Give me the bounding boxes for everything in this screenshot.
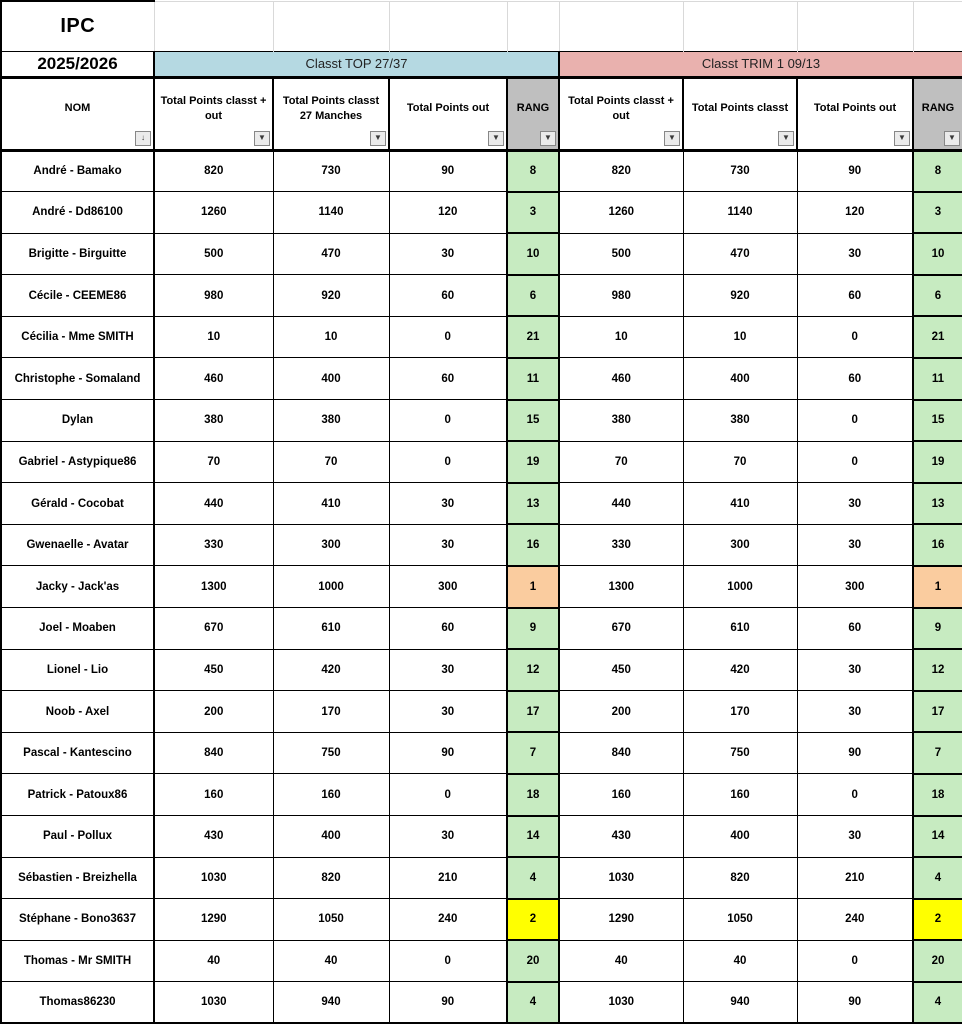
top-points-cell[interactable]: 380	[273, 400, 389, 442]
table-row	[1, 608, 962, 650]
trim-points-cell[interactable]: 1030	[559, 857, 683, 899]
top-rank-cell[interactable]: 4	[507, 857, 559, 899]
top-points-cell[interactable]: 940	[273, 982, 389, 1024]
top-points-cell[interactable]: 300	[273, 524, 389, 566]
trim-points-cell[interactable]: 920	[683, 275, 797, 317]
top-points-cell[interactable]: 0	[389, 316, 507, 358]
section-header-row	[1, 51, 962, 77]
trim-points-cell[interactable]: 940	[683, 982, 797, 1024]
top-points-cell[interactable]: 170	[273, 691, 389, 733]
top-points-cell[interactable]: 820	[154, 150, 273, 192]
top-points-cell[interactable]: 610	[273, 608, 389, 650]
table-row	[1, 940, 962, 982]
col-header-label: NOM	[64, 102, 91, 115]
table-row	[1, 774, 962, 816]
player-name-cell[interactable]: Gérald - Cocobat	[1, 483, 154, 525]
top-points-cell[interactable]: 160	[273, 774, 389, 816]
top-points-cell[interactable]: 40	[154, 940, 273, 982]
filter-dropdown-icon: ▼	[374, 132, 382, 142]
trim-rank-cell[interactable]: 13	[913, 483, 962, 525]
trim-rank-cell[interactable]: 7	[913, 732, 962, 774]
trim-points-cell[interactable]: 240	[797, 899, 913, 941]
top-points-cell[interactable]: 60	[389, 275, 507, 317]
filter-button[interactable]	[254, 131, 270, 146]
top-points-cell[interactable]: 330	[154, 524, 273, 566]
top-points-cell[interactable]: 820	[273, 857, 389, 899]
trim-points-cell[interactable]: 10	[683, 316, 797, 358]
table-row	[1, 192, 962, 234]
table-body	[1, 150, 962, 1023]
trim-points-cell[interactable]: 1030	[559, 982, 683, 1024]
table-row	[1, 150, 962, 192]
top-points-cell[interactable]: 30	[389, 816, 507, 858]
trim-points-cell[interactable]: 1260	[559, 192, 683, 234]
filter-button[interactable]	[540, 131, 556, 146]
trim-points-cell[interactable]: 70	[559, 441, 683, 483]
player-name-cell[interactable]: Dylan	[1, 400, 154, 442]
trim-points-cell[interactable]: 610	[683, 608, 797, 650]
trim-rank-cell[interactable]: 8	[913, 150, 962, 192]
top-points-cell[interactable]: 30	[389, 233, 507, 275]
trim-points-cell[interactable]: 470	[683, 233, 797, 275]
empty-cell[interactable]	[683, 1, 797, 51]
trim-points-cell[interactable]: 380	[559, 400, 683, 442]
trim-rank-cell[interactable]: 6	[913, 275, 962, 317]
top-points-cell[interactable]: 410	[273, 483, 389, 525]
trim-rank-cell[interactable]: 2	[913, 899, 962, 941]
trim-points-cell[interactable]: 460	[559, 358, 683, 400]
trim-points-cell[interactable]: 1140	[683, 192, 797, 234]
top-points-cell[interactable]: 70	[273, 441, 389, 483]
table-row	[1, 316, 962, 358]
trim-rank-cell[interactable]: 20	[913, 940, 962, 982]
trim-points-cell[interactable]: 30	[797, 233, 913, 275]
trim-points-cell[interactable]: 980	[559, 275, 683, 317]
top-points-cell[interactable]: 200	[154, 691, 273, 733]
top-points-cell[interactable]: 400	[273, 358, 389, 400]
top-points-cell[interactable]: 840	[154, 732, 273, 774]
table-row	[1, 566, 962, 608]
trim-points-cell[interactable]: 0	[797, 400, 913, 442]
filter-dropdown-icon: ▼	[782, 132, 790, 142]
filter-button[interactable]	[778, 131, 794, 146]
top-points-cell[interactable]: 730	[273, 150, 389, 192]
top-points-cell[interactable]: 1290	[154, 899, 273, 941]
trim-rank-cell[interactable]: 1	[913, 566, 962, 608]
trim-points-cell[interactable]: 440	[559, 483, 683, 525]
top-points-cell[interactable]: 380	[154, 400, 273, 442]
top-points-cell[interactable]: 420	[273, 649, 389, 691]
trim-points-cell[interactable]: 420	[683, 649, 797, 691]
filter-dropdown-icon: ▼	[898, 132, 906, 142]
top-points-cell[interactable]: 70	[154, 441, 273, 483]
top-rank-cell[interactable]: 14	[507, 816, 559, 858]
top-rank-cell[interactable]: 4	[507, 982, 559, 1024]
filter-dropdown-icon: ▼	[948, 132, 956, 142]
trim-points-cell[interactable]: 90	[797, 982, 913, 1024]
filter-button[interactable]	[370, 131, 386, 146]
trim-rank-cell[interactable]: 14	[913, 816, 962, 858]
trim-points-cell[interactable]: 0	[797, 940, 913, 982]
trim-points-cell[interactable]: 750	[683, 732, 797, 774]
trim-rank-cell[interactable]: 18	[913, 774, 962, 816]
filter-dropdown-icon: ▼	[492, 132, 500, 142]
col-header-trim-points-classt-out[interactable]	[559, 77, 683, 150]
top-points-cell[interactable]: 460	[154, 358, 273, 400]
player-name-cell[interactable]: Patrick - Patoux86	[1, 774, 154, 816]
top-points-cell[interactable]: 1000	[273, 566, 389, 608]
top-points-cell[interactable]: 90	[389, 732, 507, 774]
trim-rank-cell[interactable]: 12	[913, 649, 962, 691]
top-points-cell[interactable]: 670	[154, 608, 273, 650]
top-points-cell[interactable]: 30	[389, 524, 507, 566]
col-header-label: Total Points classt + out	[160, 94, 267, 122]
season-label-cell[interactable]: 2025/2026	[1, 51, 154, 77]
top-points-cell[interactable]: 500	[154, 233, 273, 275]
filter-button[interactable]	[664, 131, 680, 146]
table-row	[1, 358, 962, 400]
top-rank-cell[interactable]: 17	[507, 691, 559, 733]
nom-sort-filter-button[interactable]	[135, 131, 151, 146]
player-name-cell[interactable]: Cécile - CEEME86	[1, 275, 154, 317]
col-header-label: RANG	[921, 102, 955, 115]
trim-points-cell[interactable]: 60	[797, 358, 913, 400]
trim-points-cell[interactable]: 400	[683, 816, 797, 858]
trim-points-cell[interactable]: 90	[797, 732, 913, 774]
table-row	[1, 816, 962, 858]
top-points-cell[interactable]: 1260	[154, 192, 273, 234]
trim-points-cell[interactable]: 210	[797, 857, 913, 899]
top-points-cell[interactable]: 470	[273, 233, 389, 275]
table-row	[1, 649, 962, 691]
trim-rank-cell[interactable]: 15	[913, 400, 962, 442]
table-row	[1, 275, 962, 317]
top-points-cell[interactable]: 10	[273, 316, 389, 358]
empty-cell[interactable]	[154, 1, 273, 51]
trim-points-cell[interactable]: 820	[683, 857, 797, 899]
sheet-title-cell[interactable]: IPC	[1, 1, 154, 51]
trim-points-cell[interactable]: 40	[559, 940, 683, 982]
trim-points-cell[interactable]: 300	[797, 566, 913, 608]
top-rank-cell[interactable]: 9	[507, 608, 559, 650]
top-rank-cell[interactable]: 15	[507, 400, 559, 442]
player-name-cell[interactable]: Sébastien - Breizhella	[1, 857, 154, 899]
top-points-cell[interactable]: 90	[389, 150, 507, 192]
col-header-top-points-classt[interactable]	[273, 77, 389, 150]
table-row	[1, 982, 962, 1024]
col-header-label: Total Points out	[813, 102, 897, 115]
trim-points-cell[interactable]: 400	[683, 358, 797, 400]
table-row	[1, 441, 962, 483]
filter-dropdown-icon: ▼	[258, 132, 266, 142]
trim-points-cell[interactable]: 0	[797, 316, 913, 358]
filter-button[interactable]	[488, 131, 504, 146]
player-name-cell[interactable]: Thomas - Mr SMITH	[1, 940, 154, 982]
top-rank-cell[interactable]: 7	[507, 732, 559, 774]
trim-points-cell[interactable]: 450	[559, 649, 683, 691]
top-rank-cell[interactable]: 18	[507, 774, 559, 816]
col-header-trim-points-out[interactable]	[797, 77, 913, 150]
trim-rank-cell[interactable]: 19	[913, 441, 962, 483]
player-name-cell[interactable]: Christophe - Somaland	[1, 358, 154, 400]
player-name-cell[interactable]: Paul - Pollux	[1, 816, 154, 858]
trim-points-cell[interactable]: 500	[559, 233, 683, 275]
player-name-cell[interactable]: Stéphane - Bono3637	[1, 899, 154, 941]
trim-points-cell[interactable]: 820	[559, 150, 683, 192]
col-header-top-points-classt-out[interactable]	[154, 77, 273, 150]
top-points-cell[interactable]: 10	[154, 316, 273, 358]
col-header-nom[interactable]	[1, 77, 154, 150]
table-row	[1, 233, 962, 275]
section-top-header[interactable]: Classt TOP 27/37	[154, 51, 559, 77]
column-header-row	[1, 77, 962, 150]
trim-points-cell[interactable]: 10	[559, 316, 683, 358]
player-name-cell[interactable]: Lionel - Lio	[1, 649, 154, 691]
title-row	[1, 1, 962, 51]
trim-points-cell[interactable]: 840	[559, 732, 683, 774]
top-points-cell[interactable]: 0	[389, 441, 507, 483]
player-name-cell[interactable]: Joel - Moaben	[1, 608, 154, 650]
trim-rank-cell[interactable]: 9	[913, 608, 962, 650]
trim-points-cell[interactable]: 120	[797, 192, 913, 234]
col-header-trim-rang[interactable]	[913, 77, 962, 150]
trim-points-cell[interactable]: 30	[797, 649, 913, 691]
top-rank-cell[interactable]: 21	[507, 316, 559, 358]
player-name-cell[interactable]: André - Dd86100	[1, 192, 154, 234]
trim-points-cell[interactable]: 60	[797, 608, 913, 650]
col-header-trim-points-classt[interactable]	[683, 77, 797, 150]
top-points-cell[interactable]: 30	[389, 691, 507, 733]
trim-points-cell[interactable]: 0	[797, 774, 913, 816]
empty-cell[interactable]	[273, 1, 389, 51]
top-points-cell[interactable]: 210	[389, 857, 507, 899]
trim-points-cell[interactable]: 330	[559, 524, 683, 566]
top-points-cell[interactable]: 60	[389, 608, 507, 650]
table-row	[1, 524, 962, 566]
top-rank-cell[interactable]: 12	[507, 649, 559, 691]
col-header-label: Total Points classt	[691, 102, 789, 115]
trim-points-cell[interactable]: 200	[559, 691, 683, 733]
player-name-cell[interactable]: Gabriel - Astypique86	[1, 441, 154, 483]
table-row	[1, 899, 962, 941]
top-rank-cell[interactable]: 6	[507, 275, 559, 317]
trim-points-cell[interactable]: 1050	[683, 899, 797, 941]
player-name-cell[interactable]: Noob - Axel	[1, 691, 154, 733]
trim-points-cell[interactable]: 30	[797, 691, 913, 733]
trim-points-cell[interactable]: 0	[797, 441, 913, 483]
top-points-cell[interactable]: 440	[154, 483, 273, 525]
trim-points-cell[interactable]: 380	[683, 400, 797, 442]
col-header-top-rang[interactable]	[507, 77, 559, 150]
trim-points-cell[interactable]: 1300	[559, 566, 683, 608]
trim-points-cell[interactable]: 40	[683, 940, 797, 982]
trim-rank-cell[interactable]: 16	[913, 524, 962, 566]
trim-points-cell[interactable]: 90	[797, 150, 913, 192]
filter-dropdown-icon: ▼	[544, 132, 552, 142]
col-header-label: Total Points classt 27 Manches	[282, 94, 380, 122]
top-points-cell[interactable]: 1030	[154, 982, 273, 1024]
empty-cell[interactable]	[559, 1, 683, 51]
col-header-top-points-out[interactable]	[389, 77, 507, 150]
table-row	[1, 857, 962, 899]
top-rank-cell[interactable]: 13	[507, 483, 559, 525]
table-row	[1, 732, 962, 774]
top-points-cell[interactable]: 300	[389, 566, 507, 608]
top-points-cell[interactable]: 1030	[154, 857, 273, 899]
top-rank-cell[interactable]: 16	[507, 524, 559, 566]
trim-points-cell[interactable]: 170	[683, 691, 797, 733]
empty-cell[interactable]	[797, 1, 913, 51]
col-header-label: RANG	[516, 102, 550, 115]
trim-rank-cell[interactable]: 17	[913, 691, 962, 733]
player-name-cell[interactable]: Jacky - Jack'as	[1, 566, 154, 608]
top-points-cell[interactable]: 240	[389, 899, 507, 941]
table-row	[1, 400, 962, 442]
top-points-cell[interactable]: 0	[389, 774, 507, 816]
table-row	[1, 691, 962, 733]
trim-points-cell[interactable]: 30	[797, 524, 913, 566]
section-trim-header[interactable]: Classt TRIM 1 09/13	[559, 51, 962, 77]
trim-points-cell[interactable]: 60	[797, 275, 913, 317]
player-name-cell[interactable]: André - Bamako	[1, 150, 154, 192]
top-points-cell[interactable]: 980	[154, 275, 273, 317]
top-rank-cell[interactable]: 1	[507, 566, 559, 608]
col-header-label: Total Points out	[406, 102, 490, 115]
trim-rank-cell[interactable]: 4	[913, 982, 962, 1024]
empty-cell[interactable]	[507, 1, 559, 51]
filter-button[interactable]	[894, 131, 910, 146]
trim-rank-cell[interactable]: 21	[913, 316, 962, 358]
top-points-cell[interactable]: 120	[389, 192, 507, 234]
top-rank-cell[interactable]: 3	[507, 192, 559, 234]
trim-rank-cell[interactable]: 11	[913, 358, 962, 400]
trim-points-cell[interactable]: 410	[683, 483, 797, 525]
filter-button[interactable]	[944, 131, 960, 146]
top-points-cell[interactable]: 0	[389, 400, 507, 442]
player-name-cell[interactable]: Gwenaelle - Avatar	[1, 524, 154, 566]
top-points-cell[interactable]: 60	[389, 358, 507, 400]
trim-rank-cell[interactable]: 3	[913, 192, 962, 234]
top-points-cell[interactable]: 400	[273, 816, 389, 858]
trim-points-cell[interactable]: 160	[683, 774, 797, 816]
player-name-cell[interactable]: Thomas86230	[1, 982, 154, 1024]
top-rank-cell[interactable]: 11	[507, 358, 559, 400]
top-rank-cell[interactable]: 2	[507, 899, 559, 941]
top-points-cell[interactable]: 1140	[273, 192, 389, 234]
empty-cell[interactable]	[913, 1, 962, 51]
trim-points-cell[interactable]: 70	[683, 441, 797, 483]
top-points-cell[interactable]: 0	[389, 940, 507, 982]
table-row	[1, 483, 962, 525]
trim-points-cell[interactable]: 670	[559, 608, 683, 650]
player-name-cell[interactable]: Cécilia - Mme SMITH	[1, 316, 154, 358]
sort-ascending-icon: ↓	[141, 132, 145, 142]
top-rank-cell[interactable]: 10	[507, 233, 559, 275]
top-rank-cell[interactable]: 19	[507, 441, 559, 483]
top-points-cell[interactable]: 30	[389, 649, 507, 691]
top-points-cell[interactable]: 40	[273, 940, 389, 982]
player-name-cell[interactable]: Pascal - Kantescino	[1, 732, 154, 774]
col-header-label: Total Points classt + out	[568, 94, 674, 122]
trim-rank-cell[interactable]: 10	[913, 233, 962, 275]
trim-points-cell[interactable]: 430	[559, 816, 683, 858]
trim-points-cell[interactable]: 1290	[559, 899, 683, 941]
trim-rank-cell[interactable]: 4	[913, 857, 962, 899]
trim-points-cell[interactable]: 160	[559, 774, 683, 816]
top-points-cell[interactable]: 1050	[273, 899, 389, 941]
player-name-cell[interactable]: Brigitte - Birguitte	[1, 233, 154, 275]
top-points-cell[interactable]: 1300	[154, 566, 273, 608]
trim-points-cell[interactable]: 730	[683, 150, 797, 192]
trim-points-cell[interactable]: 30	[797, 816, 913, 858]
top-points-cell[interactable]: 920	[273, 275, 389, 317]
trim-points-cell[interactable]: 300	[683, 524, 797, 566]
top-points-cell[interactable]: 160	[154, 774, 273, 816]
top-rank-cell[interactable]: 20	[507, 940, 559, 982]
top-points-cell[interactable]: 450	[154, 649, 273, 691]
empty-cell[interactable]	[389, 1, 507, 51]
filter-dropdown-icon: ▼	[668, 132, 676, 142]
top-points-cell[interactable]: 430	[154, 816, 273, 858]
trim-points-cell[interactable]: 1000	[683, 566, 797, 608]
top-rank-cell[interactable]: 8	[507, 150, 559, 192]
top-points-cell[interactable]: 30	[389, 483, 507, 525]
top-points-cell[interactable]: 90	[389, 982, 507, 1024]
trim-points-cell[interactable]: 30	[797, 483, 913, 525]
top-points-cell[interactable]: 750	[273, 732, 389, 774]
